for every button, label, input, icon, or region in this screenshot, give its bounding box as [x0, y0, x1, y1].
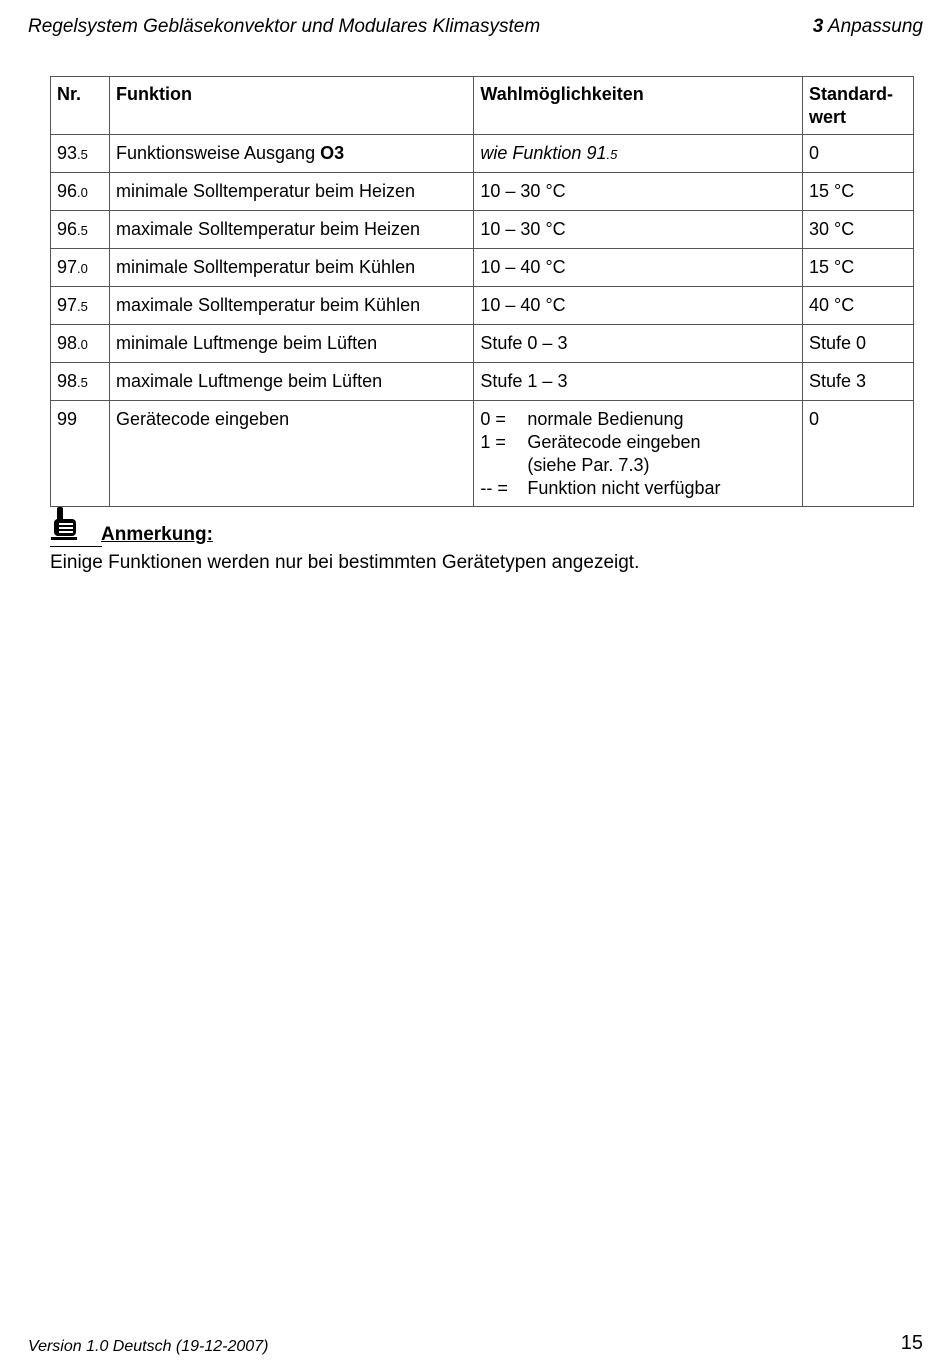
parameter-table — [50, 76, 914, 507]
cell-nr: 99 — [51, 401, 110, 507]
cell-wahl-options — [474, 401, 803, 507]
cell-standard: 40 °C — [803, 287, 914, 325]
cell-nr: 96.0 — [51, 173, 110, 211]
table-row — [51, 173, 914, 211]
table-row — [51, 363, 914, 401]
page-number: 15 — [900, 1332, 923, 1354]
option-line: (siehe Par. 7.3) — [527, 455, 650, 475]
cell-funktion: minimale Solltemperatur beim Kühlen — [109, 249, 473, 287]
table-row — [51, 325, 914, 363]
cell-standard: 15 °C — [803, 173, 914, 211]
cell-standard: 0 — [803, 135, 914, 173]
option-line: -- = Funktion nicht verfügbar — [480, 478, 721, 498]
pointing-hand-icon — [50, 506, 80, 542]
column-header-standardwert: Standard- wert — [803, 77, 914, 135]
cell-wahl: wie Funktion 91.5 — [474, 135, 803, 173]
cell-nr: 97.5 — [51, 287, 110, 325]
cell-wahl: Stufe 0 – 3 — [474, 325, 803, 363]
column-header-nr: Nr. — [51, 77, 110, 135]
cell-standard: Stufe 0 — [803, 325, 914, 363]
cell-nr: 97.0 — [51, 249, 110, 287]
note-text: Einige Funktionen werden nur bei bestimmten Gerätetypen angezeigt. — [50, 552, 640, 573]
option-line: 1 = Gerätecode eingeben — [480, 432, 701, 452]
table-row — [51, 211, 914, 249]
cell-standard: 30 °C — [803, 211, 914, 249]
column-header-wahlmoeglichkeiten: Wahlmöglichkeiten — [474, 77, 803, 135]
chapter-number: 3 — [812, 16, 824, 37]
cell-nr: 96.5 — [51, 211, 110, 249]
cell-standard: 0 — [803, 401, 914, 507]
cell-nr: 93.5 — [51, 135, 110, 173]
cell-funktion: maximale Solltemperatur beim Heizen — [109, 211, 473, 249]
cell-funktion: maximale Luftmenge beim Lüften — [109, 363, 473, 401]
table-row — [51, 249, 914, 287]
column-header-funktion: Funktion — [109, 77, 473, 135]
cell-nr: 98.0 — [51, 325, 110, 363]
table-row — [51, 401, 914, 507]
cell-funktion: Funktionsweise Ausgang O3 — [109, 135, 473, 173]
cell-wahl: 10 – 30 °C — [474, 173, 803, 211]
cell-standard: 15 °C — [803, 249, 914, 287]
table-row — [51, 287, 914, 325]
chapter-heading — [813, 16, 923, 38]
note-title: Anmerkung: — [101, 524, 213, 545]
version-info: Version 1.0 Deutsch (19-12-2007) — [28, 1338, 269, 1355]
cell-funktion: minimale Luftmenge beim Lüften — [109, 325, 473, 363]
cell-wahl: 10 – 30 °C — [474, 211, 803, 249]
cell-funktion: minimale Solltemperatur beim Heizen — [109, 173, 473, 211]
page-footer — [28, 1332, 923, 1362]
table-row — [51, 135, 914, 173]
page-header — [28, 16, 923, 42]
cell-wahl: Stufe 1 – 3 — [474, 363, 803, 401]
table-header-row — [51, 77, 914, 135]
note-underline — [50, 546, 102, 547]
cell-funktion: maximale Solltemperatur beim Kühlen — [109, 287, 473, 325]
chapter-title: Anpassung — [827, 16, 923, 37]
cell-funktion: Gerätecode eingeben — [109, 401, 473, 507]
cell-wahl: 10 – 40 °C — [474, 287, 803, 325]
document-title: Regelsystem Gebläsekonvektor und Modulares Klimasystem — [28, 16, 541, 37]
cell-wahl: 10 – 40 °C — [474, 249, 803, 287]
cell-nr: 98.5 — [51, 363, 110, 401]
option-line: 0 = normale Bedienung — [480, 409, 684, 429]
cell-standard: Stufe 3 — [803, 363, 914, 401]
